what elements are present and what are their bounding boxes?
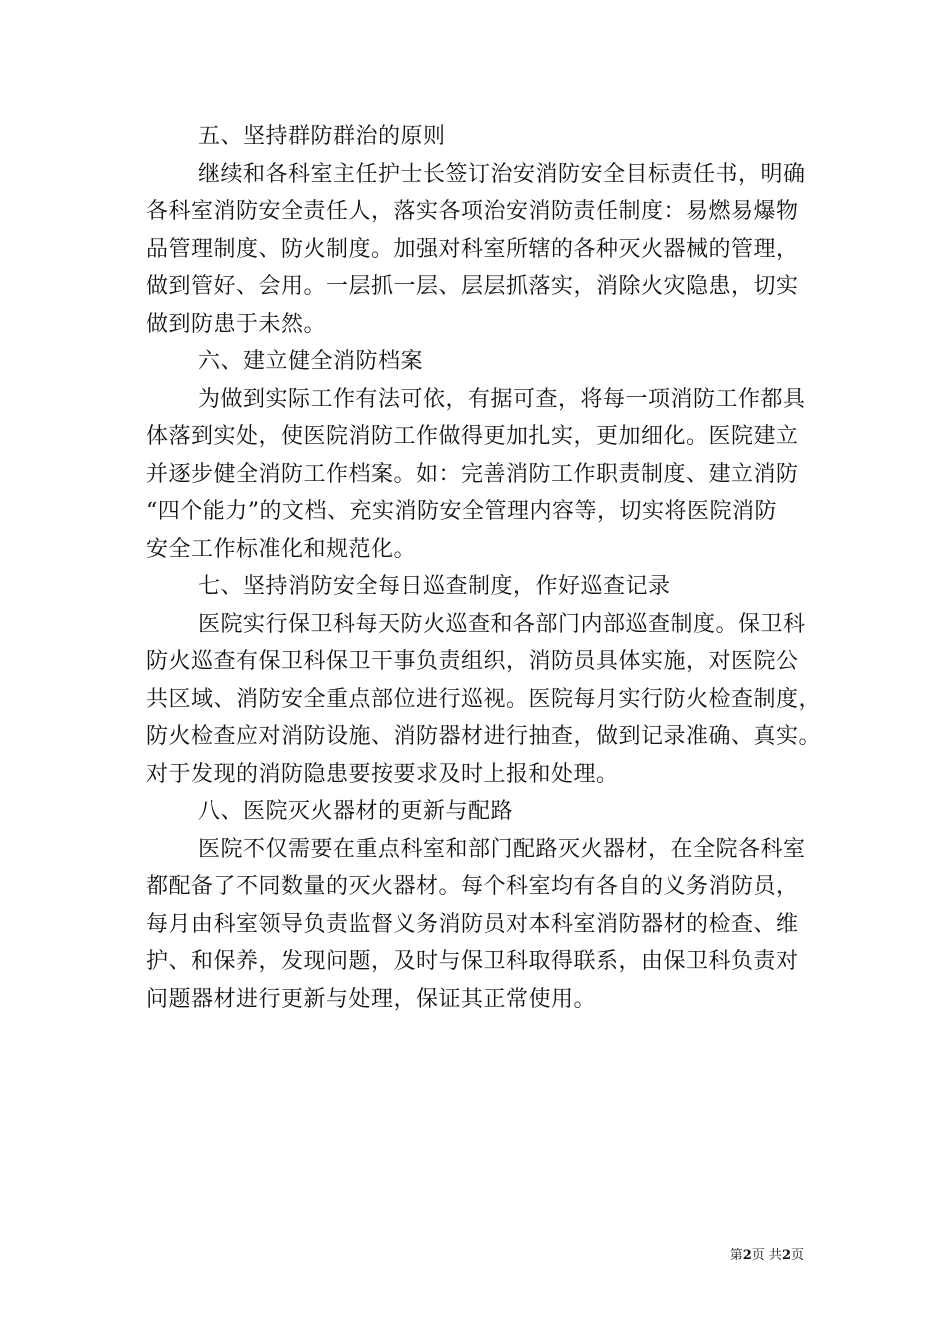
paragraph-line: 继续和各科室主任护士长签订治安消防安全目标责任书，明确 <box>198 161 806 187</box>
total-pages-number: 2 <box>781 1248 791 1263</box>
paragraph-line: 都配备了不同数量的灭火器材。每个科室均有各自的义务消防员， <box>146 874 799 899</box>
current-page-number: 2 <box>742 1248 752 1263</box>
paragraph-line: 护、和保养，发现问题，及时与保卫科取得联系，由保卫科负责对 <box>146 949 799 974</box>
paragraph-line: 对于发现的消防隐患要按要求及时上报和处理。 <box>146 761 619 787</box>
paragraph-line: “四个能力”的文档、充实消防安全管理内容等，切实将医院消防 <box>146 499 777 524</box>
page-footer <box>730 1248 804 1264</box>
paragraph-line: 医院不仅需要在重点科室和部门配路灭火器材，在全院各科室 <box>198 836 806 862</box>
paragraph-line: 品管理制度、防火制度。加强对科室所辖的各种灭火器械的管理， <box>146 236 799 262</box>
paragraph-line: 问题器材进行更新与处理，保证其正常使用。 <box>146 986 597 1012</box>
section-heading: 七、坚持消防安全每日巡查制度，作好巡查记录 <box>198 574 671 599</box>
paragraph-line: 防火巡查有保卫科保卫干事负责组织，消防员具体实施，对医院公 <box>146 649 799 674</box>
footer-prefix: 第 <box>729 1248 743 1263</box>
footer-suffix: 页 <box>790 1248 804 1263</box>
paragraph-line: 体落到实处，使医院消防工作做得更加扎实，更加细化。医院建立 <box>146 424 799 449</box>
paragraph-line: 每月由科室领导负责监督义务消防员对本科室消防器材的检查、维 <box>146 911 799 937</box>
footer-middle: 页 共 <box>751 1248 782 1263</box>
paragraph-line: 做到防患于未然。 <box>146 311 327 337</box>
section-heading: 八、医院灭火器材的更新与配路 <box>198 799 514 824</box>
section-heading: 六、建立健全消防档案 <box>198 349 424 374</box>
paragraph-line: 防火检查应对消防设施、消防器材进行抽查，做到记录准确、真实。 <box>146 724 822 749</box>
section-heading: 五、坚持群防群治的原则 <box>198 124 446 149</box>
paragraph-line: 各科室消防安全责任人，落实各项治安消防责任制度：易燃易爆物 <box>146 199 799 224</box>
paragraph-line: 为做到实际工作有法可依，有据可查，将每一项消防工作都具 <box>198 386 806 412</box>
paragraph-line: 做到管好、会用。一层抓一层、层层抓落实，消除火灾隐患，切实 <box>146 274 799 299</box>
paragraph-line: 并逐步健全消防工作档案。如：完善消防工作职责制度、建立消防 <box>146 461 799 487</box>
document-body <box>146 118 826 1018</box>
paragraph-line: 医院实行保卫科每天防火巡查和各部门内部巡查制度。保卫科 <box>198 611 806 637</box>
paragraph-line: 共区域、消防安全重点部位进行巡视。医院每月实行防火检查制度， <box>146 686 822 712</box>
paragraph-line: 安全工作标准化和规范化。 <box>146 536 417 562</box>
